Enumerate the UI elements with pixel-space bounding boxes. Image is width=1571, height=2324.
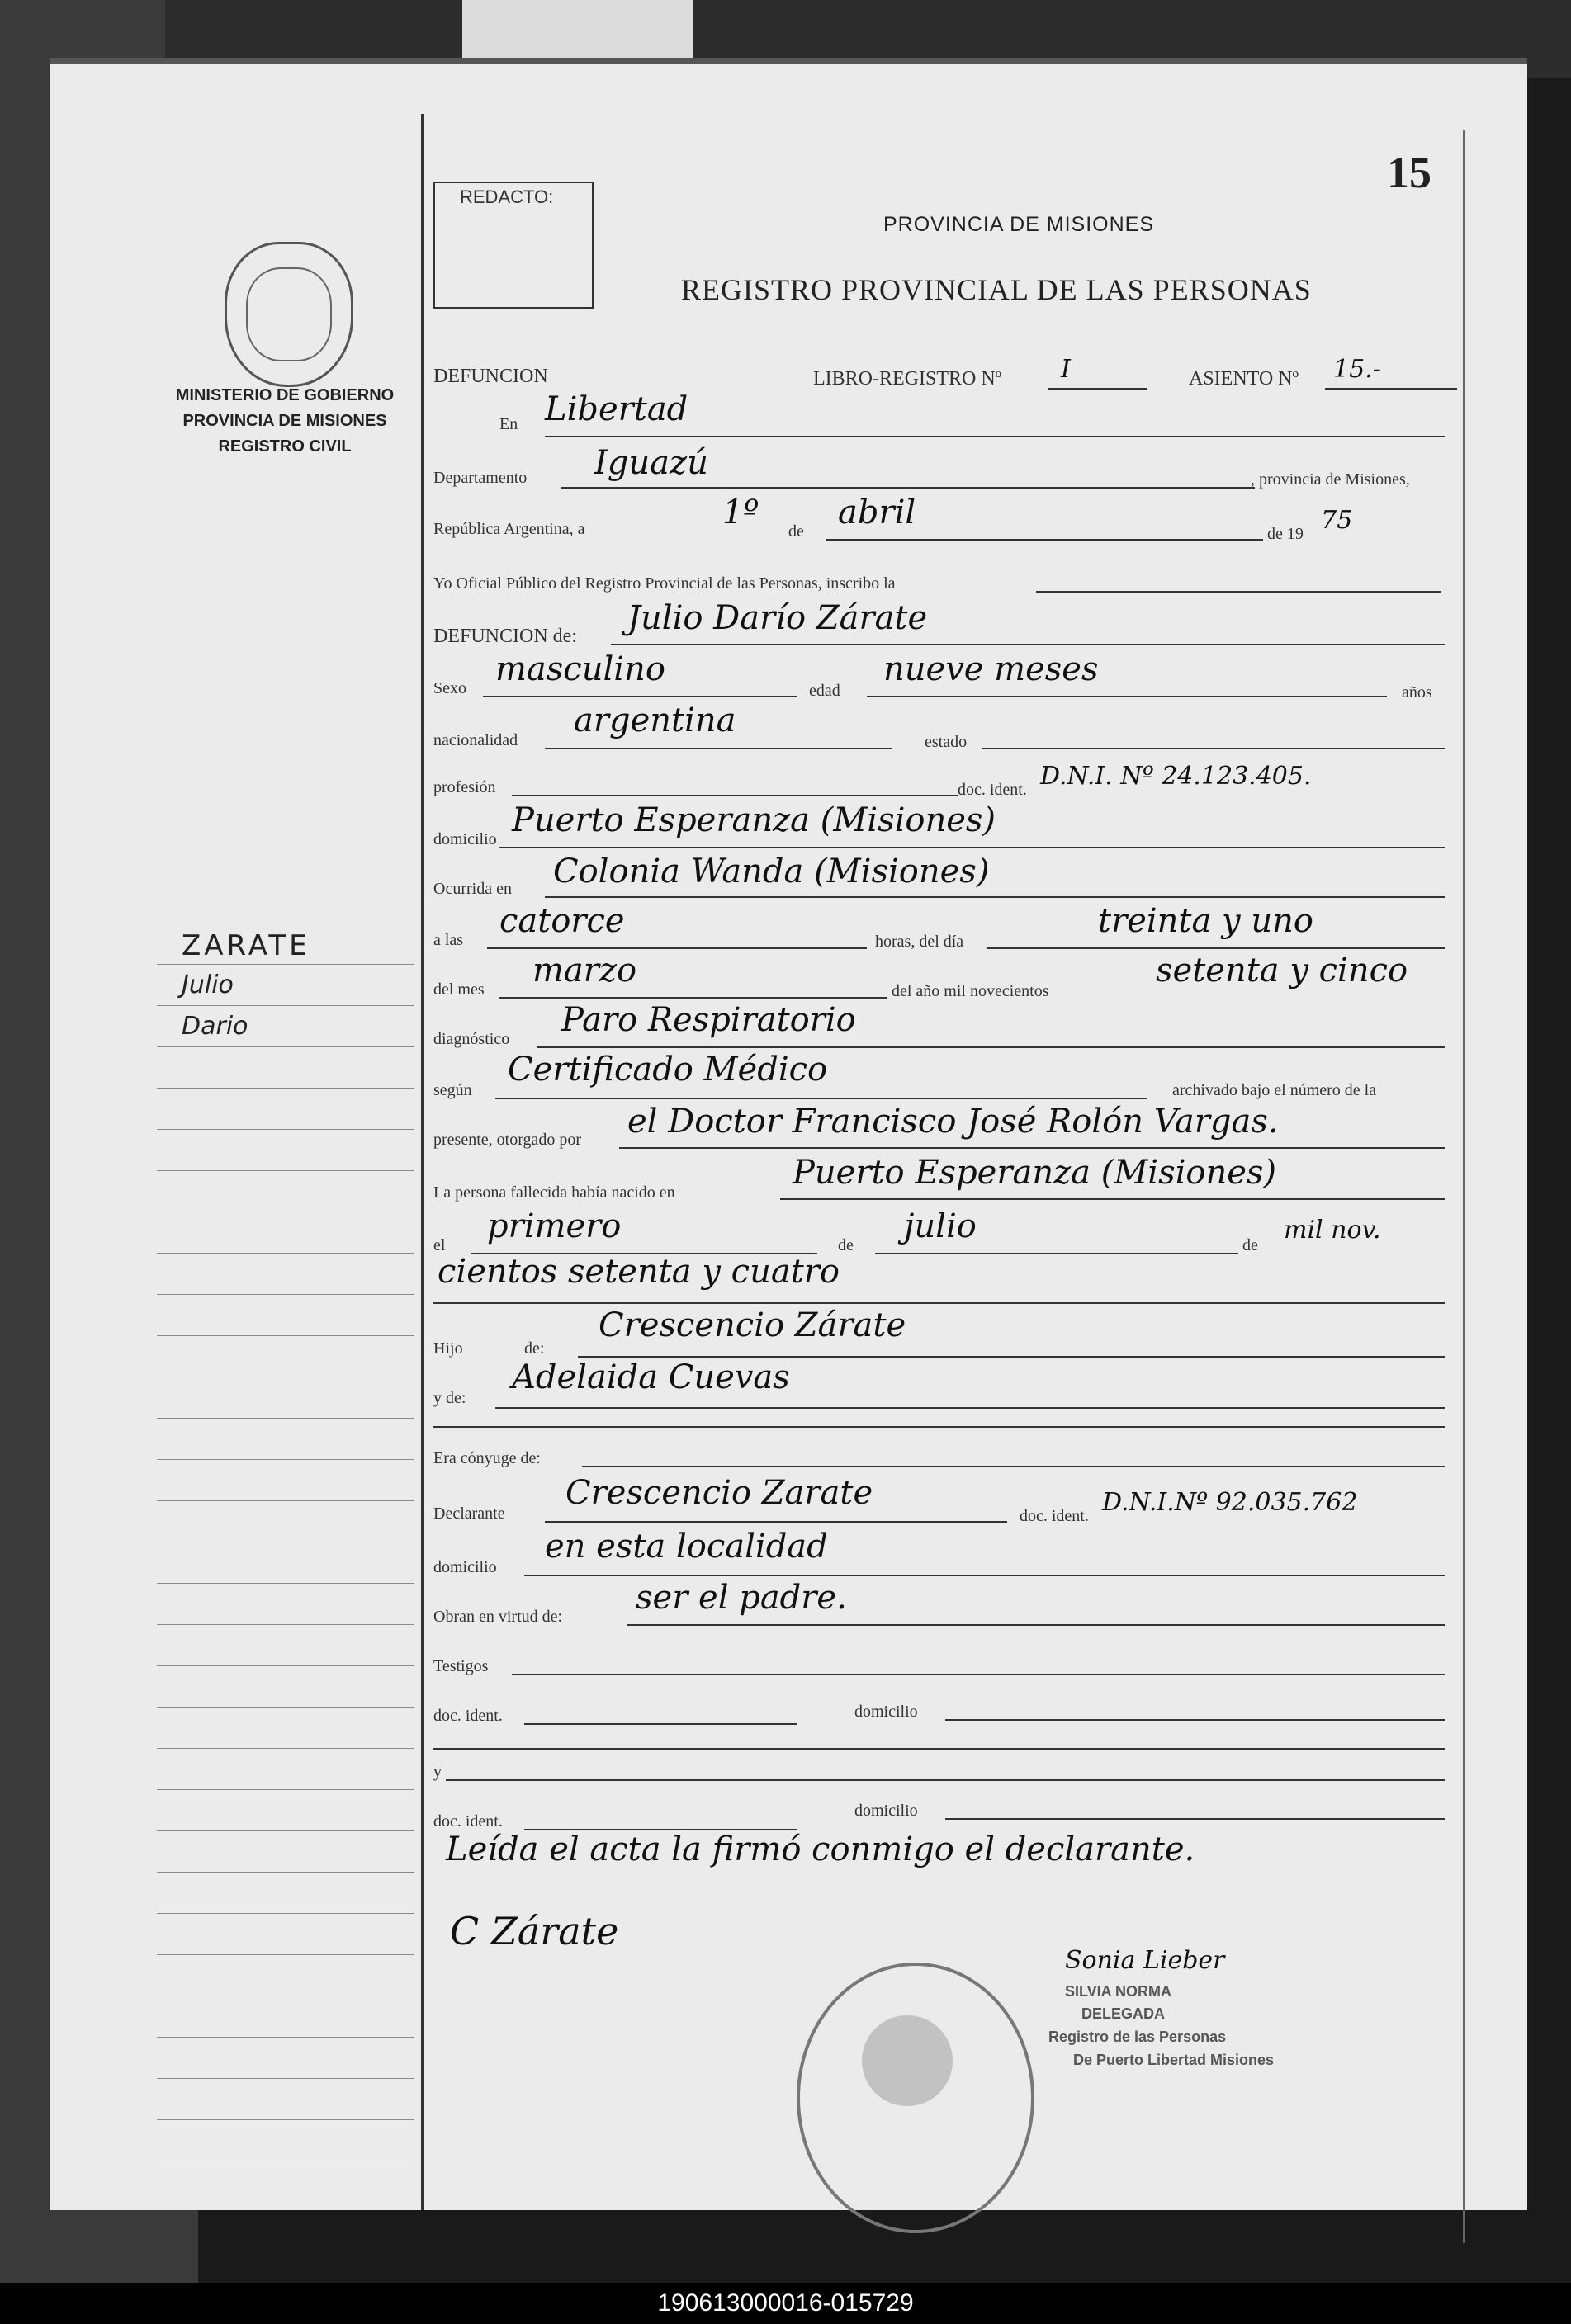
label-obran: Obran en virtud de: <box>433 1608 563 1626</box>
margin-line <box>157 1418 414 1419</box>
rule <box>446 1779 1445 1781</box>
margin-name2: Dario <box>182 1012 248 1041</box>
label-domicilio: domicilio <box>433 830 497 848</box>
value-diagnostico: Paro Respiratorio <box>561 1001 856 1039</box>
value-mes-texto: marzo <box>532 952 637 990</box>
rule <box>545 1521 1007 1523</box>
label-diagnostico: diagnóstico <box>433 1030 510 1048</box>
label-domicilio2: domicilio <box>433 1558 497 1576</box>
margin-line <box>157 1253 414 1254</box>
label-archivado: archivado bajo el número de la <box>1172 1081 1377 1099</box>
value-hijo-suffix: o <box>454 1339 463 1358</box>
value-nombre: Julio Darío Zárate <box>627 599 928 637</box>
rule <box>433 1302 1445 1304</box>
margin-line <box>157 2119 414 2120</box>
label-edad: edad <box>809 682 840 700</box>
margin-line <box>157 1624 414 1625</box>
margin-line <box>157 1170 414 1171</box>
value-segun: Certificado Médico <box>508 1051 828 1089</box>
rule <box>582 1466 1445 1467</box>
label-anos: años <box>1402 683 1432 701</box>
rule <box>987 947 1445 949</box>
label-de2: de <box>838 1236 854 1254</box>
redacto-box <box>433 182 594 309</box>
margin-line <box>157 1830 414 1831</box>
label-nacionalidad: nacionalidad <box>433 731 518 749</box>
label-hijo-de: de: <box>524 1339 545 1358</box>
label-a-las: a las <box>433 931 464 949</box>
value-departamento: Iguazú <box>594 444 708 482</box>
value-en: Libertad <box>545 390 688 428</box>
label-conyuge: Era cónyuge de: <box>433 1449 541 1467</box>
label-profesion: profesión <box>433 778 496 796</box>
value-obran: ser el padre. <box>636 1579 847 1617</box>
label-declarante: Declarante <box>433 1504 505 1523</box>
margin-name1: Julio <box>182 971 234 999</box>
value-decl-doc: D.N.I.Nº 92.035.762 <box>1102 1488 1358 1517</box>
label-presente: presente, otorgado por <box>433 1131 582 1149</box>
rule <box>545 748 892 749</box>
margin-line <box>157 1335 414 1336</box>
rule <box>545 436 1445 437</box>
rule <box>512 1674 1445 1675</box>
redacto-label: REDACTO: <box>460 187 554 207</box>
value-dia-texto: treinta y uno <box>1098 902 1313 940</box>
margin-surname: ZARATE <box>182 929 310 962</box>
margin-line <box>157 2078 414 2079</box>
value-decl-domicilio: en esta localidad <box>545 1528 828 1566</box>
label-del-mes: del mes <box>433 980 485 999</box>
margin-line <box>157 1707 414 1708</box>
rule <box>611 644 1445 645</box>
margin-line <box>157 1789 414 1790</box>
ministry-line3: REGISTRO CIVIL <box>218 437 352 456</box>
margin-line <box>157 1872 414 1873</box>
label-de: de <box>788 522 804 541</box>
label-asiento: ASIENTO Nº <box>1189 368 1299 390</box>
label-y-de: y de: <box>433 1389 466 1407</box>
signature-declarante: C Zárate <box>450 1909 619 1953</box>
label-y: y <box>433 1763 442 1781</box>
margin-line <box>157 1088 414 1089</box>
rule <box>619 1147 1445 1149</box>
value-leida: Leída el acta la firmó conmigo el declarante. <box>446 1830 1195 1868</box>
rule <box>537 1046 1445 1048</box>
label-defuncion-de: DEFUNCION de: <box>433 626 577 647</box>
value-madre: Adelaida Cuevas <box>512 1358 790 1396</box>
value-asiento: 15.- <box>1333 355 1381 384</box>
stamp-line1: SILVIA NORMA <box>1065 1983 1171 2000</box>
label-del-ano: del año mil novecientos <box>892 982 1049 1000</box>
label-testigos: Testigos <box>433 1657 489 1675</box>
margin-divider <box>421 114 424 2210</box>
margin-line <box>157 1500 414 1501</box>
footer-id: 190613000016-015729 <box>0 2283 1571 2324</box>
rule <box>495 1407 1445 1409</box>
margin-line <box>157 1459 414 1460</box>
label-domicilio3: domicilio <box>854 1703 918 1721</box>
value-hora: catorce <box>499 902 625 940</box>
margin-line <box>157 1583 414 1584</box>
rule <box>1048 388 1147 390</box>
rule <box>1325 388 1457 390</box>
margin-line <box>157 2037 414 2038</box>
rule <box>875 1253 1238 1254</box>
rule <box>524 1575 1445 1576</box>
label-el: el <box>433 1236 446 1254</box>
rule <box>512 795 958 796</box>
signature-oficial: Sonia Lieber <box>1065 1946 1225 1975</box>
value-mes: abril <box>838 494 916 531</box>
rule <box>433 1426 1445 1428</box>
value-declarante: Crescencio Zarate <box>565 1474 873 1512</box>
value-ano: 75 <box>1321 506 1353 535</box>
margin-line <box>157 1005 414 1006</box>
margin-line <box>157 1954 414 1955</box>
label-doc-ident4: doc. ident. <box>433 1812 503 1830</box>
rule <box>433 1748 1445 1750</box>
stamp-line2: DELEGADA <box>1081 2005 1166 2022</box>
rule <box>867 696 1387 697</box>
value-doc: D.N.I. Nº 24.123.405. <box>1040 762 1312 791</box>
ministry-heading <box>165 383 405 460</box>
ministry-line1: MINISTERIO DE GOBIERNO <box>175 386 395 404</box>
label-yo-oficial: Yo Oficial Público del Registro Provincial de las Personas, inscribo la <box>433 574 896 593</box>
rule <box>561 487 1255 489</box>
binder-strip <box>462 0 693 58</box>
rule <box>945 1818 1445 1820</box>
margin-line <box>157 964 414 965</box>
rule <box>487 947 867 949</box>
margin-line <box>157 1665 414 1666</box>
margin-line <box>157 1046 414 1047</box>
rule <box>826 539 1263 541</box>
rule <box>499 847 1445 848</box>
rule <box>524 1723 797 1725</box>
rule <box>495 1098 1147 1099</box>
rule <box>483 696 797 697</box>
stamp-line4: De Puerto Libertad Misiones <box>1073 2052 1275 2068</box>
value-padre: Crescencio Zárate <box>599 1306 906 1344</box>
rule <box>578 1356 1445 1358</box>
value-ocurrida: Colonia Wanda (Misiones) <box>553 853 990 890</box>
value-nacido-en: Puerto Esperanza (Misiones) <box>793 1154 1277 1192</box>
label-segun: según <box>433 1081 472 1099</box>
document-page <box>50 58 1527 2210</box>
label-en: En <box>499 415 518 433</box>
rule <box>499 997 887 999</box>
page-right-edge <box>1463 130 1465 2243</box>
label-hijo-text: Hij <box>433 1339 455 1358</box>
official-round-stamp <box>797 1963 1034 2233</box>
value-ano-texto: setenta y cinco <box>1156 952 1408 990</box>
label-defuncion: DEFUNCION <box>433 366 548 387</box>
label-hijo <box>433 1339 463 1358</box>
margin-line <box>157 1129 414 1130</box>
value-edad: nueve meses <box>883 650 1099 688</box>
label-doc-ident: doc. ident. <box>958 781 1027 799</box>
value-dia: 1º <box>722 494 759 531</box>
label-de3: de <box>1242 1236 1258 1254</box>
rule <box>780 1198 1445 1200</box>
value-nac-ano1: mil nov. <box>1284 1216 1381 1245</box>
rule <box>545 896 1445 898</box>
margin-line <box>157 1294 414 1295</box>
value-otorgado: el Doctor Francisco José Rolón Vargas. <box>627 1103 1279 1141</box>
label-nacido-en: La persona fallecida había nacido en <box>433 1183 675 1202</box>
label-provincia: , provincia de Misiones, <box>1251 470 1410 489</box>
rule <box>982 748 1445 749</box>
value-domicilio: Puerto Esperanza (Misiones) <box>512 801 996 839</box>
seal-inner <box>246 267 332 361</box>
ministry-line2: PROVINCIA DE MISIONES <box>182 412 387 430</box>
label-domicilio4: domicilio <box>854 1802 918 1820</box>
rule <box>1036 591 1441 593</box>
value-libro: I <box>1061 355 1071 384</box>
label-doc-ident2: doc. ident. <box>1020 1507 1089 1525</box>
label-sexo: Sexo <box>433 679 466 697</box>
page-number: 15 <box>1387 148 1431 197</box>
stamp-line3: Registro de las Personas <box>1048 2029 1227 2045</box>
label-departamento: Departamento <box>433 469 528 487</box>
value-nac-ano2: cientos setenta y cuatro <box>438 1253 840 1291</box>
value-nac-dia: primero <box>487 1207 622 1245</box>
value-nac-mes: julio <box>904 1207 977 1245</box>
label-horas-dia: horas, del día <box>875 933 964 951</box>
label-estado: estado <box>925 733 968 751</box>
province-title: PROVINCIA DE MISIONES <box>883 213 1155 236</box>
margin-line <box>157 1913 414 1914</box>
coat-of-arms-seal <box>225 242 353 387</box>
rule <box>627 1624 1445 1626</box>
label-republica: República Argentina, a <box>433 520 585 538</box>
label-ocurrida: Ocurrida en <box>433 880 512 898</box>
stamp-portrait <box>862 2015 953 2106</box>
label-de-19: de 19 <box>1267 525 1304 543</box>
label-libro: LIBRO-REGISTRO Nº <box>813 368 1002 390</box>
value-sexo: masculino <box>495 650 665 688</box>
registry-title: REGISTRO PROVINCIAL DE LAS PERSONAS <box>681 273 1312 306</box>
margin-line <box>157 1748 414 1749</box>
rule <box>945 1719 1445 1721</box>
label-doc-ident3: doc. ident. <box>433 1707 503 1725</box>
value-nacionalidad: argentina <box>574 701 736 739</box>
